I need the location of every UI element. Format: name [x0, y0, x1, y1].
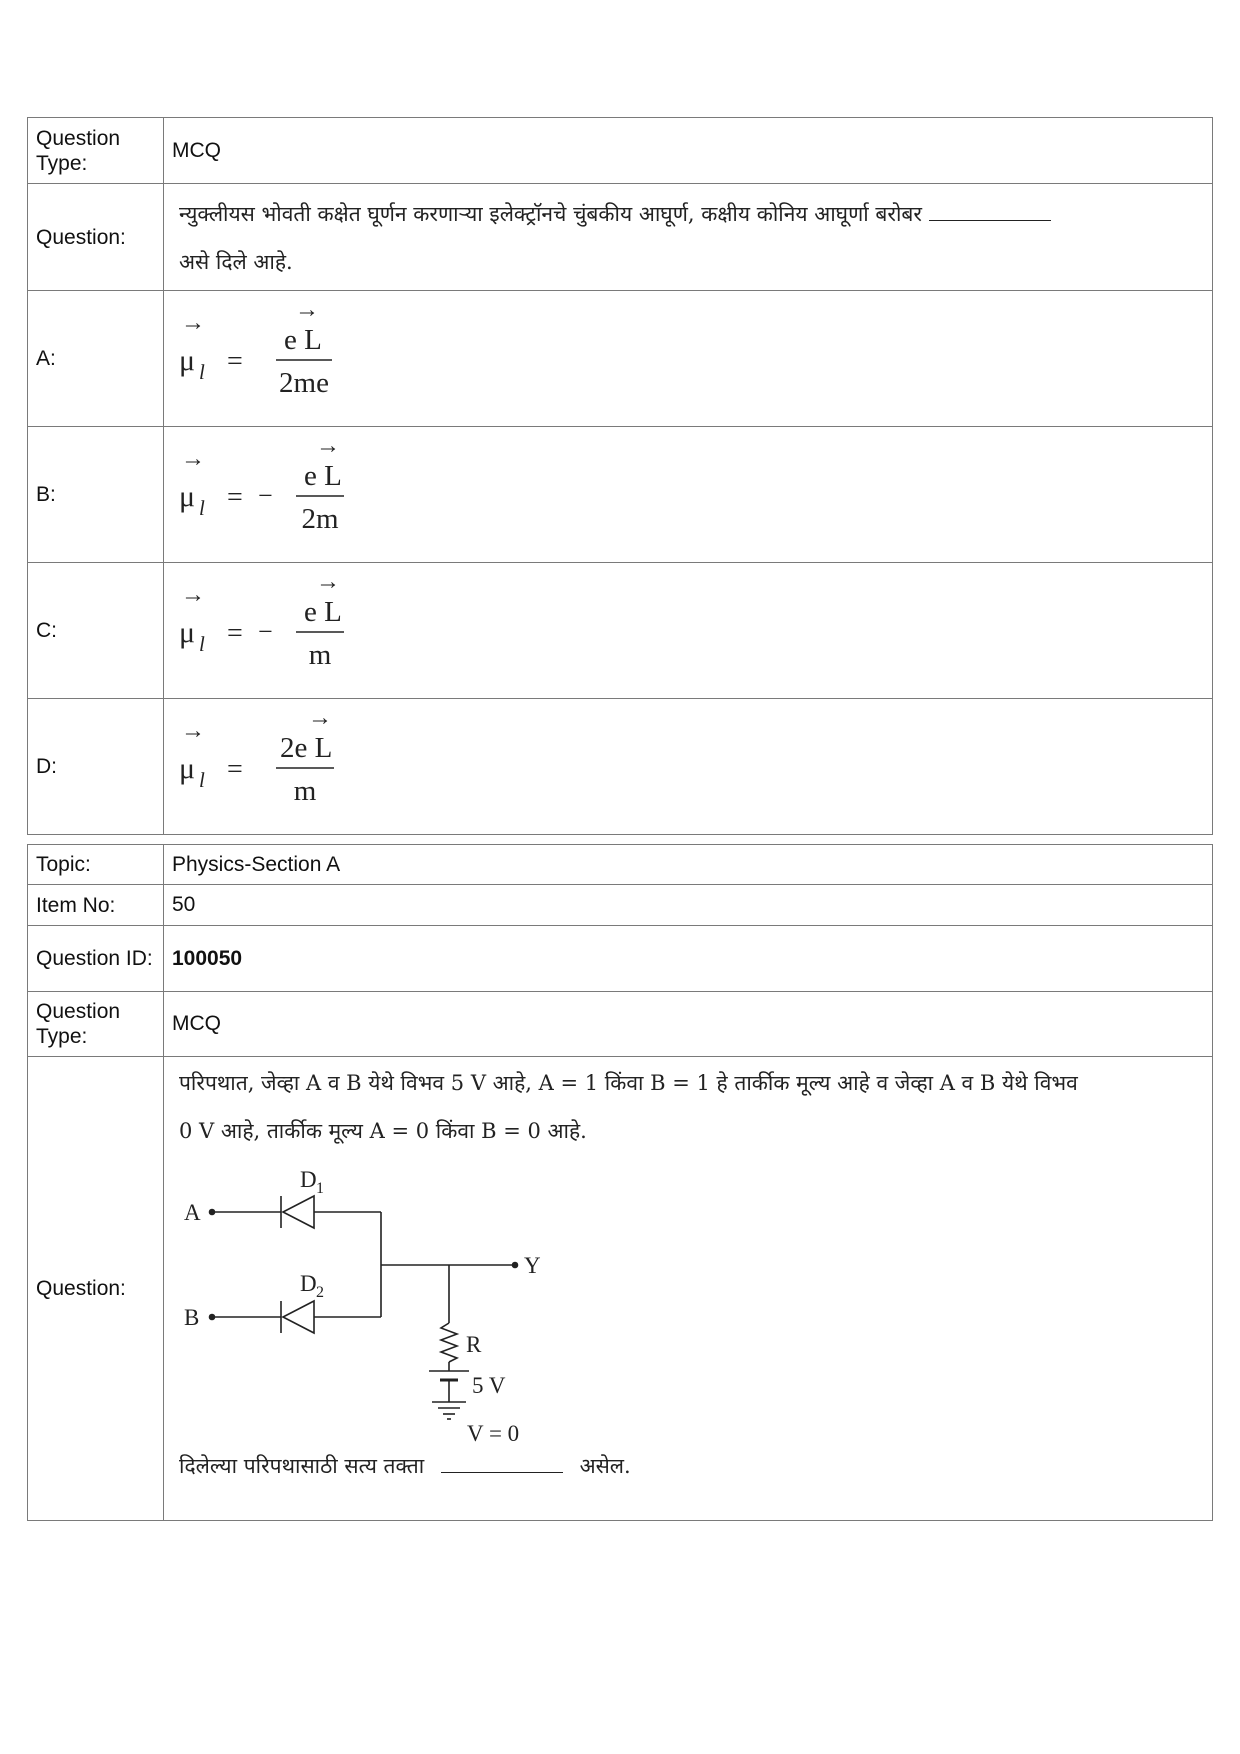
option-numerator: e L: [284, 324, 322, 356]
option-a-formula: [164, 291, 464, 421]
node-a-label: A: [184, 1200, 201, 1225]
output-y-label: Y: [524, 1253, 541, 1278]
option-d-label: D:: [28, 699, 164, 835]
label-question-type: Question Type:: [28, 992, 164, 1057]
equals-sign: =: [227, 482, 243, 513]
mu-symbol: μ: [179, 752, 196, 785]
svg-text:→: →: [181, 310, 205, 336]
option-d-row: [28, 699, 1213, 835]
equals-sign: =: [227, 754, 243, 785]
svg-text:→: →: [181, 446, 205, 472]
mu-symbol: μ: [179, 480, 196, 513]
option-c-label: C:: [28, 563, 164, 699]
option-sign: −: [258, 617, 273, 646]
question-line-1: न्युक्लीयस भोवती कक्षेत घूर्णन करणाऱ्या इलेक्ट्रॉनचे चुंबकीय आघूर्ण, कक्षीय कोनिय आघूर्णा बरोबर: [179, 202, 922, 226]
svg-text:→: →: [308, 705, 332, 731]
option-b-formula-cell: [164, 427, 1213, 563]
label-question-id: Question ID:: [28, 926, 164, 992]
diode-d1-label: D: [300, 1167, 317, 1192]
row-question-type: [28, 118, 1213, 184]
mu-subscript: l: [199, 360, 205, 384]
equals-sign: =: [227, 618, 243, 649]
option-denominator: m: [293, 775, 317, 807]
option-d-formula: [164, 699, 464, 829]
question-line-3-end: असेल.: [579, 1454, 631, 1478]
option-sign: −: [258, 481, 273, 510]
question-table-2: [27, 844, 1213, 1521]
item-no-value: 50: [164, 885, 1213, 926]
label-question: Question:: [28, 184, 164, 291]
svg-text:→: →: [295, 297, 319, 323]
topic-value: Physics-Section A: [164, 845, 1213, 885]
svg-text:→: →: [181, 718, 205, 744]
row-question-id: [28, 926, 1213, 992]
resistor-label: R: [466, 1332, 482, 1357]
question-type-value: MCQ: [164, 992, 1213, 1057]
option-numerator: 2e L: [280, 732, 333, 764]
option-c-formula-cell: [164, 563, 1213, 699]
ground-label: V = 0: [467, 1421, 520, 1446]
question-content: [164, 1057, 1213, 1521]
question-text: [164, 184, 1213, 291]
label-item-no: Item No:: [28, 885, 164, 926]
row-question-type: [28, 992, 1213, 1057]
option-numerator: e L: [304, 596, 342, 628]
option-c-row: [28, 563, 1213, 699]
option-d-formula-cell: [164, 699, 1213, 835]
option-a-formula-cell: [164, 291, 1213, 427]
mu-subscript: l: [199, 768, 205, 792]
option-a-row: [28, 291, 1213, 427]
option-denominator: 2me: [279, 367, 329, 399]
svg-text:→: →: [181, 582, 205, 608]
option-denominator: m: [308, 639, 332, 671]
svg-text:→: →: [316, 569, 340, 595]
option-denominator: 2m: [301, 503, 339, 535]
option-b-formula: [164, 427, 464, 557]
supply-label: 5 V: [472, 1373, 506, 1398]
label-topic: Topic:: [28, 845, 164, 885]
question-type-value: MCQ: [164, 118, 1213, 184]
question-line-2: असे दिले आहे.: [179, 250, 293, 274]
option-numerator: e L: [304, 460, 342, 492]
question-line-3: दिलेल्या परिपथासाठी सत्य तक्ता: [179, 1454, 425, 1478]
option-b-row: [28, 427, 1213, 563]
option-a-label: A:: [28, 291, 164, 427]
mu-subscript: l: [199, 496, 205, 520]
answer-blank: [441, 1472, 563, 1473]
row-topic: [28, 845, 1213, 885]
option-c-formula: [164, 563, 464, 693]
equals-sign: =: [227, 346, 243, 377]
mu-subscript: l: [199, 632, 205, 656]
label-question: Question:: [28, 1057, 164, 1521]
mu-symbol: μ: [179, 344, 196, 377]
diode-d1-subscript: 1: [316, 1180, 324, 1197]
mu-symbol: μ: [179, 616, 196, 649]
label-question-type: Question Type:: [28, 118, 164, 184]
node-b-label: B: [184, 1305, 200, 1330]
option-b-label: B:: [28, 427, 164, 563]
diode-d2-label: D: [300, 1271, 317, 1296]
row-item-no: [28, 885, 1213, 926]
question-table-1: [27, 117, 1213, 835]
answer-blank: [929, 220, 1051, 221]
question-line-2: 0 V आहे, तार्कीक मूल्य A = 0 किंवा B = 0 आहे.: [179, 1119, 587, 1143]
row-question: [28, 1057, 1213, 1521]
row-question: [28, 184, 1213, 291]
question-line-1: परिपथात, जेव्हा A व B येथे विभव 5 V आहे, A = 1 किंवा B = 1 हे तार्कीक मूल्य आहे व जेव्हा A व B येथे विभव: [179, 1071, 1078, 1095]
question-id-value: 100050: [164, 926, 1213, 992]
circuit-diagram: [164, 1159, 584, 1449]
diode-d2-subscript: 2: [316, 1284, 324, 1301]
svg-text:→: →: [316, 433, 340, 459]
